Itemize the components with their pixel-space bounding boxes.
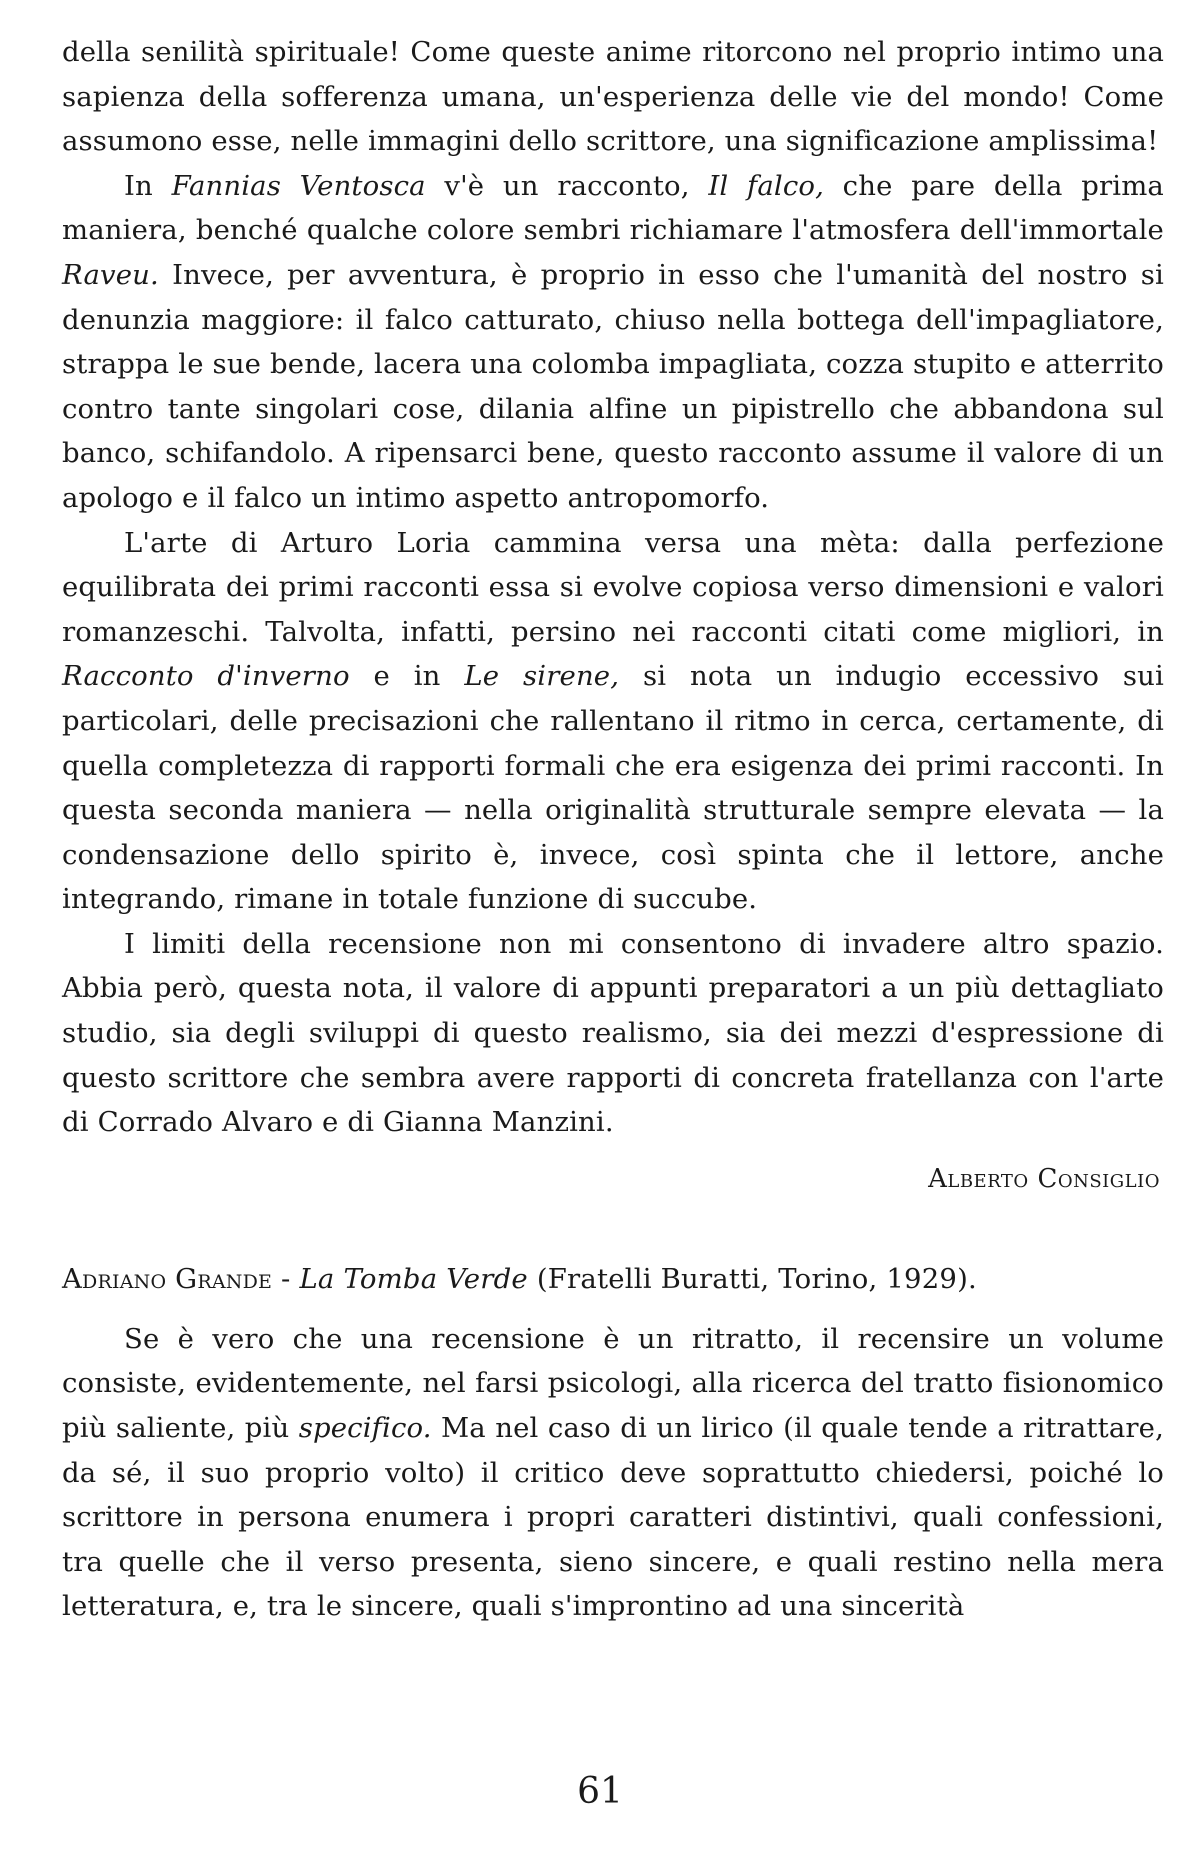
story-title-racconto-dinverno: Racconto d'inverno: [62, 660, 350, 693]
paragraph-2-text: che pare della prima maniera, benché qualche colore sembri richiamare l'atmosfera dell'immortale: [62, 169, 1164, 247]
paragraph-1-text: della senilità spirituale! Come queste anime ritorcono nel proprio intimo una sapienza della sofferenza umana, un'esperienza delle vie del mondo! Come assumono esse, nelle immagini dello scrittore, una significazione amplissima!: [62, 36, 1164, 158]
emphasis-specifico: specifico.: [298, 1412, 432, 1445]
review-publisher: (Fratelli Buratti, Torino, 1929).: [527, 1262, 977, 1295]
review-heading: [62, 1257, 1164, 1301]
page-number: 61: [577, 1771, 623, 1812]
heading-separator: -: [272, 1262, 300, 1295]
paragraph-3-text: si nota un indugio eccessivo sui particolari, delle precisazioni che rallentano il ritmo in cerca, certamente, di quella completezza di rapporti formali che era esigenza dei primi racconti. In questa seconda maniera — nella originalità strutturale sempre elevata — la condensazione dello spirito è, invece, così spinta che il lettore, anche integrando, rimane in totale funzione di succube.: [62, 660, 1164, 916]
work-title-raveu: Raveu.: [62, 258, 159, 291]
paragraph-3-text: e in: [349, 660, 465, 693]
paragraph-1: [62, 30, 1164, 164]
review-author: Adriano Grande: [62, 1262, 273, 1295]
story-title-il-falco: Il falco,: [708, 169, 824, 202]
paragraph-4: [62, 922, 1164, 1145]
paragraph-2-text: v'è un racconto,: [425, 169, 709, 202]
paragraph-2-text: In: [124, 169, 172, 202]
paragraph-2: [62, 164, 1164, 521]
page-body: [62, 30, 1164, 1629]
paragraph-3-text: L'arte di Arturo Loria cammina versa una mèta: dalla perfezione equilibrata dei primi racconti essa si evolve copiosa verso dimensioni e valori romanzeschi. Talvolta, infatti, persino nei racconti citati come migliori, in: [62, 526, 1164, 648]
review-paragraph-1-text: Se è vero che una recensione è un ritratto, il recensire un volume consiste, evidentemente, nel farsi psicologi, alla ricerca del tratto fisionomico più saliente, più: [62, 1322, 1164, 1445]
review-book-title: La Tomba Verde: [299, 1262, 528, 1295]
author-signature: Alberto Consiglio: [928, 1163, 1160, 1194]
review-paragraph-1-text: Ma nel caso di un lirico (il quale tende a ritrattare, da sé, il suo proprio volto) il critico deve soprattutto chiedersi, poiché lo scrittore in persona enumera i propri caratteri distintivi, quali confessioni, tra quelle che il verso presenta, sieno sincere, e quali restino nella mera letteratura, e, tra le sincere, quali s'improntino ad una sincerità: [62, 1412, 1164, 1623]
story-title-le-sirene: Le sirene,: [464, 660, 620, 693]
book-title-fannias-ventosca: Fannias Ventosca: [171, 169, 426, 202]
review-paragraph-1: [62, 1317, 1164, 1629]
paragraph-2-text: Invece, per avventura, è proprio in esso che l'umanità del nostro si denunzia maggiore: il falco catturato, chiuso nella bottega dell'impagliatore, strappa le sue bende, lacera una colomba impagliata, cozza stupito e atterrito contro tante singolari cose, dilania alfine un pipistrello che abbandona sul banco, schifandolo. A ripensarci bene, questo racconto assume il valore di un apologo e il falco un intimo aspetto antropomorfo.: [62, 258, 1164, 514]
paragraph-3: [62, 521, 1164, 922]
spacer: [62, 1301, 1164, 1317]
paragraph-4-text: I limiti della recensione non mi consentono di invadere altro spazio. Abbia però, questa nota, il valore di appunti preparatori a un più dettagliato studio, sia degli sviluppi di questo realismo, sia dei mezzi d'espressione di questo scrittore che sembra avere rapporti di concreta fratellanza con l'arte di Corrado Alvaro e di Gianna Manzini.: [62, 927, 1164, 1139]
